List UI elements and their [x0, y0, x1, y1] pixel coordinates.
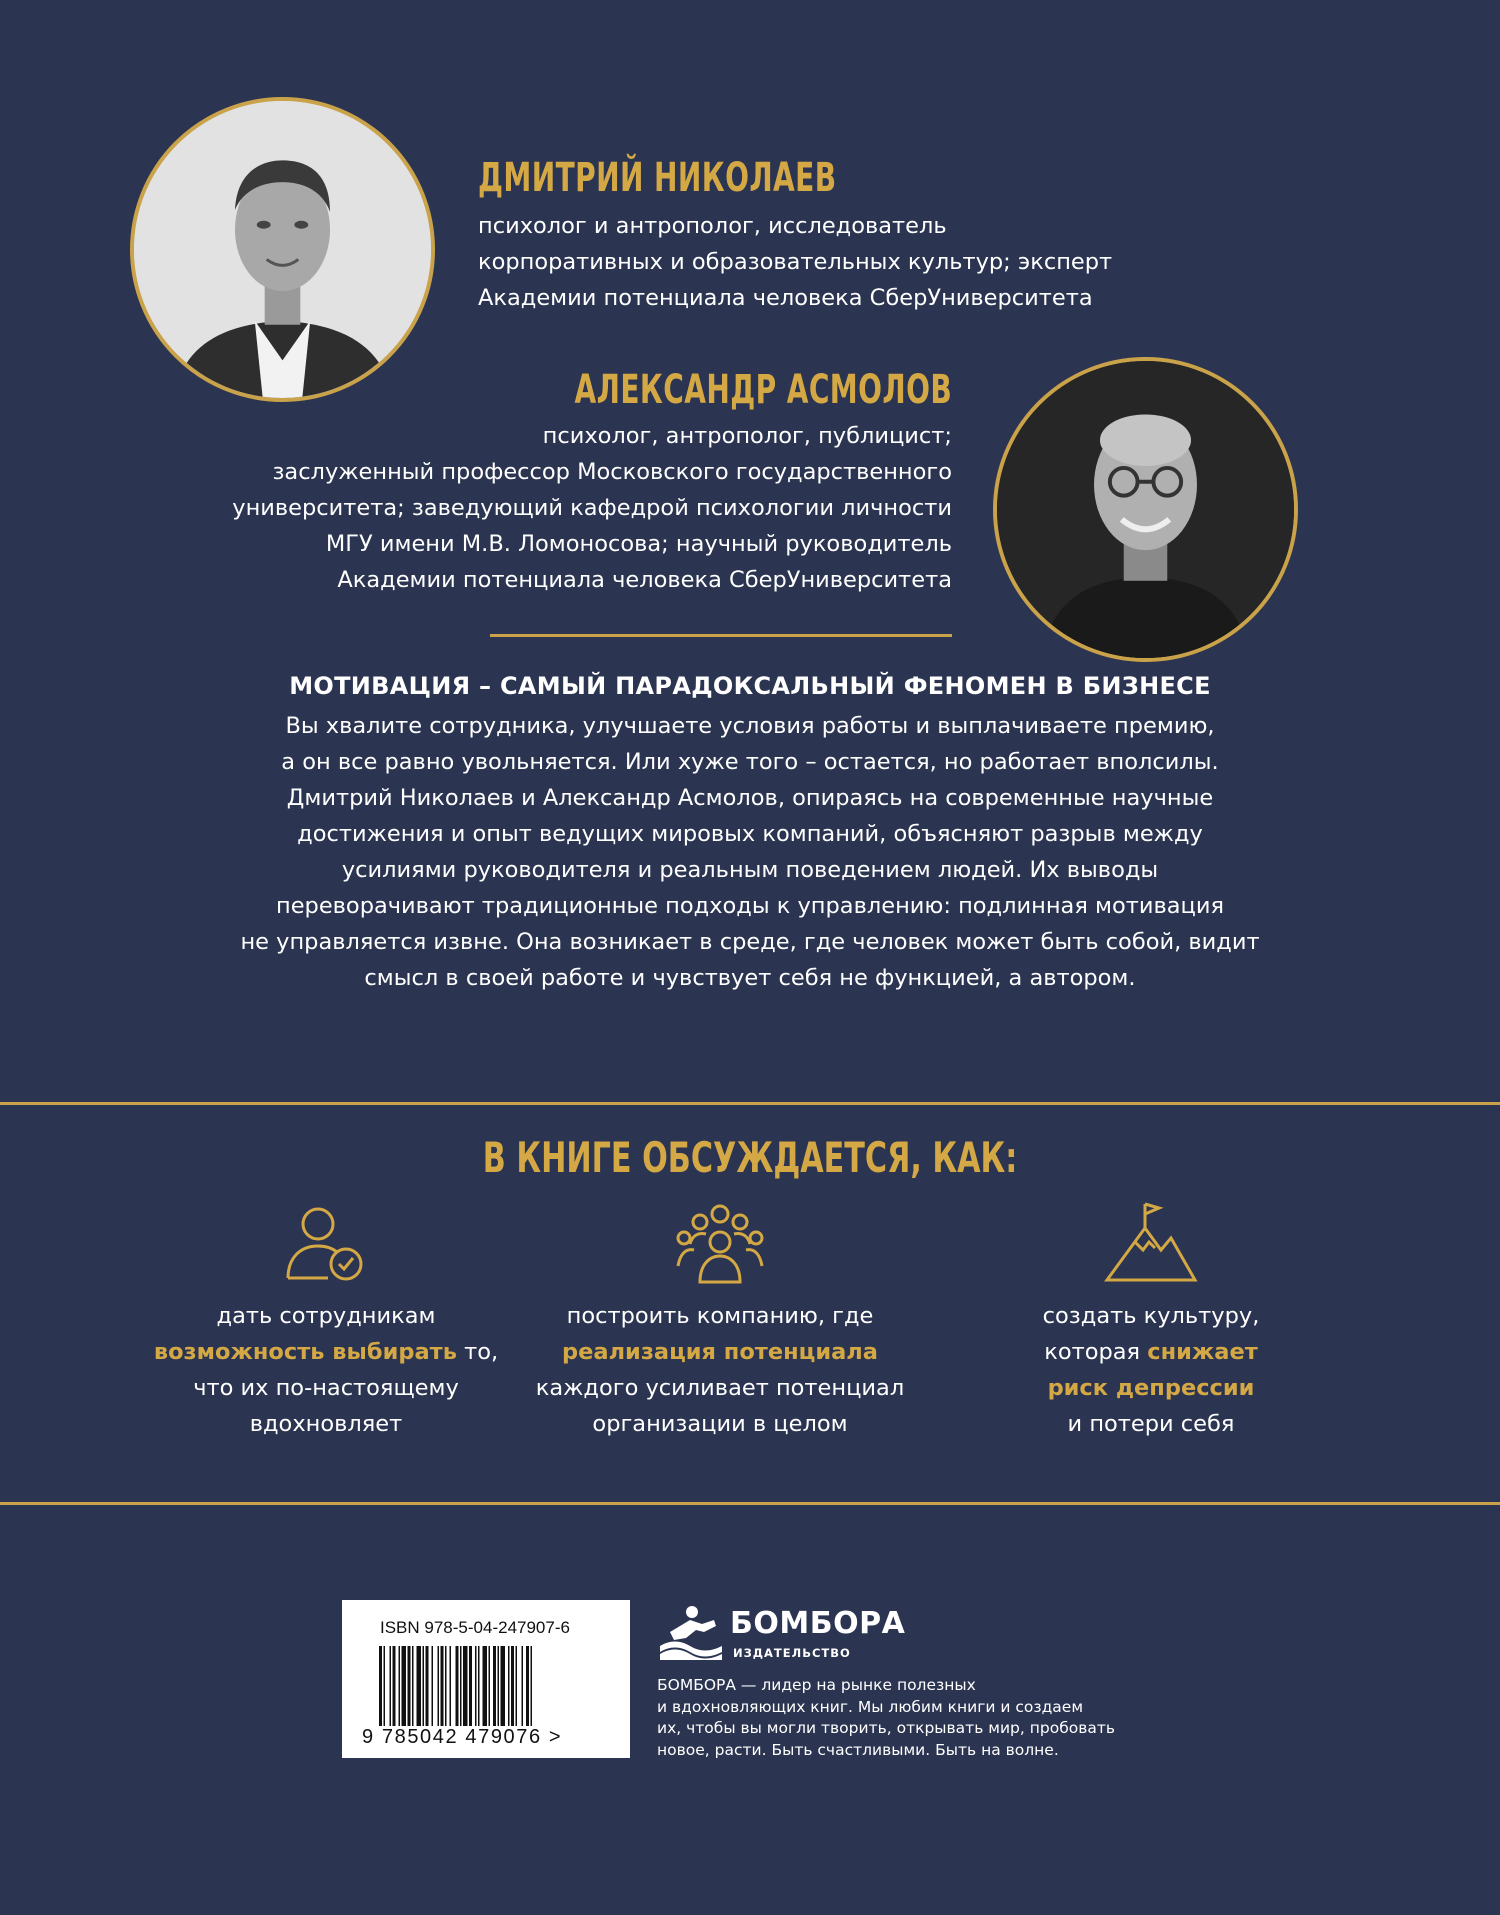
feature-choice-line: вдохновляет — [249, 1411, 403, 1437]
user-check-icon — [282, 1198, 370, 1286]
barcode-bar — [489, 1646, 491, 1726]
feature-choice-line: то, — [456, 1339, 499, 1365]
description-line: переворачивают традиционные подходы к управлению: подлинная мотивация — [275, 893, 1225, 919]
barcode-bar — [393, 1646, 396, 1726]
author2-bio — [232, 418, 952, 598]
divider-bottom — [0, 1502, 1500, 1505]
barcode-digits: 9 785042 479076 > — [362, 1726, 563, 1748]
author2-photo — [997, 361, 1294, 658]
headline: МОТИВАЦИЯ – САМЫЙ ПАРАДОКСАЛЬНЫЙ ФЕНОМЕН В БИЗНЕСЕ — [289, 672, 1211, 700]
description-line: Дмитрий Николаев и Александр Асмолов, опираясь на современные научные — [286, 785, 1214, 811]
barcode-bar — [399, 1646, 401, 1726]
barcode-bar — [390, 1646, 392, 1726]
barcode-bar — [501, 1646, 506, 1726]
author1-bio-line: Академии потенциала человека СберУниверситета — [478, 285, 1093, 311]
isbn-text: ISBN 978-5-04-247907-6 — [380, 1618, 570, 1637]
divider-short — [490, 634, 952, 637]
publisher-description — [657, 1675, 1115, 1761]
barcode-bar — [426, 1646, 429, 1726]
barcode-bar — [417, 1646, 422, 1726]
author2-bio-line: психолог, антрополог, публицист; — [542, 423, 952, 449]
description-line: достижения и опыт ведущих мировых компаний, объясняют разрыв между — [297, 821, 1203, 847]
mountain-flag-icon — [1101, 1198, 1201, 1286]
author1-bio-line: психолог и антрополог, исследователь — [478, 213, 947, 239]
feature-culture-line: и потери себя — [1067, 1411, 1235, 1437]
author1-photo — [134, 101, 431, 398]
barcode-bar — [450, 1646, 452, 1726]
feature-culture-line: которая — [1044, 1339, 1148, 1365]
feature-culture — [941, 1196, 1361, 1442]
feature-potential-line: каждого усиливает потенциал — [535, 1375, 905, 1401]
author2-name: АЛЕКСАНДР АСМОЛОВ — [574, 367, 952, 413]
section-title-text: В КНИГЕ ОБСУЖДАЕТСЯ, КАК: — [482, 1133, 1018, 1182]
bombora-logo-icon — [656, 1604, 726, 1660]
publisher-description-line: новое, расти. Быть счастливыми. Быть на волне. — [657, 1740, 1059, 1759]
author2-bio-line: Академии потенциала человека СберУниверситета — [337, 567, 952, 593]
description-line: а он все равно увольняется. Или хуже того – остается, но работает вполсилы. — [281, 749, 1219, 775]
author2-bio-line: университета; заведующий кафедрой психологии личности — [232, 495, 952, 521]
barcode-bar — [441, 1646, 444, 1726]
barcode-bar — [493, 1646, 496, 1726]
author1-bio-line: корпоративных и образовательных культур; эксперт — [478, 249, 1113, 275]
barcode-bar — [483, 1646, 488, 1726]
barcode-bar — [498, 1646, 500, 1726]
divider-top — [0, 1102, 1500, 1105]
publisher-description-line: их, чтобы вы могли творить, открывать мир, пробовать — [657, 1719, 1116, 1737]
barcode-bar — [384, 1646, 386, 1726]
team-icon — [672, 1198, 768, 1286]
barcode-bar — [445, 1646, 447, 1726]
barcode-bar — [511, 1646, 514, 1726]
barcode-bar — [456, 1646, 459, 1726]
barcode-bar — [432, 1646, 434, 1726]
barcode-bar — [516, 1646, 518, 1726]
barcode-bar — [531, 1646, 533, 1726]
barcode-bar — [469, 1646, 472, 1726]
description-line: не управляется извне. Она возникает в среде, где человек может быть собой, видит — [240, 929, 1260, 955]
barcode-bar — [526, 1646, 529, 1726]
barcode-bars — [379, 1646, 593, 1726]
feature-choice-highlight: возможность выбирать — [153, 1339, 457, 1365]
barcode-bar — [475, 1646, 477, 1726]
author2-bio-line: МГУ имени М.В. Ломоносова; научный руководитель — [325, 531, 952, 557]
publisher-description-line: и вдохновляющих книг. Мы любим книги и создаем — [657, 1697, 1084, 1716]
barcode-bar — [402, 1646, 407, 1726]
author2-bio-line: заслуженный профессор Московского государственного — [272, 459, 952, 485]
feature-potential — [510, 1196, 930, 1442]
publisher-description-line: БОМБОРА — лидер на рынке полезных — [657, 1676, 976, 1694]
author1-portrait — [130, 97, 435, 402]
author1-name: ДМИТРИЙ НИКОЛАЕВ — [478, 155, 837, 201]
barcode-bar — [408, 1646, 411, 1726]
barcode-box — [342, 1600, 630, 1758]
feature-choice-line: что их по-настоящему — [193, 1375, 459, 1401]
section-title — [0, 1133, 1500, 1182]
feature-culture-highlight: снижает — [1147, 1339, 1258, 1365]
description-line: усилиями руководителя и реальным поведением людей. Их выводы — [341, 857, 1159, 883]
barcode-bar — [438, 1646, 440, 1726]
feature-culture-line: создать культуру, — [1042, 1303, 1260, 1329]
author2-portrait — [993, 357, 1298, 662]
publisher-subtitle: ИЗДАТЕЛЬСТВО — [733, 1646, 851, 1660]
feature-potential-line: организации в целом — [592, 1411, 848, 1437]
publisher-name: БОМБОРА — [730, 1606, 906, 1641]
barcode-bar — [522, 1646, 524, 1726]
description-line: Вы хвалите сотрудника, улучшаете условия работы и выплачиваете премию, — [285, 713, 1215, 739]
barcode-bar — [379, 1646, 382, 1726]
description-line: смысл в своей работе и чувствует себя не функцией, а автором. — [364, 965, 1136, 991]
author1-bio — [478, 208, 1112, 316]
barcode-bar — [508, 1646, 510, 1726]
barcode-bar — [478, 1646, 480, 1726]
feature-choice-line: дать сотрудникам — [216, 1303, 436, 1329]
feature-potential-highlight: реализация потенциала — [562, 1339, 878, 1365]
description — [0, 708, 1500, 996]
feature-culture-highlight: риск депрессии — [1047, 1375, 1255, 1401]
barcode-bar — [460, 1646, 462, 1726]
feature-choice — [116, 1196, 536, 1442]
feature-potential-line: построить компанию, где — [566, 1303, 874, 1329]
barcode-bar — [423, 1646, 425, 1726]
barcode-bar — [463, 1646, 468, 1726]
barcode-bar — [412, 1646, 414, 1726]
